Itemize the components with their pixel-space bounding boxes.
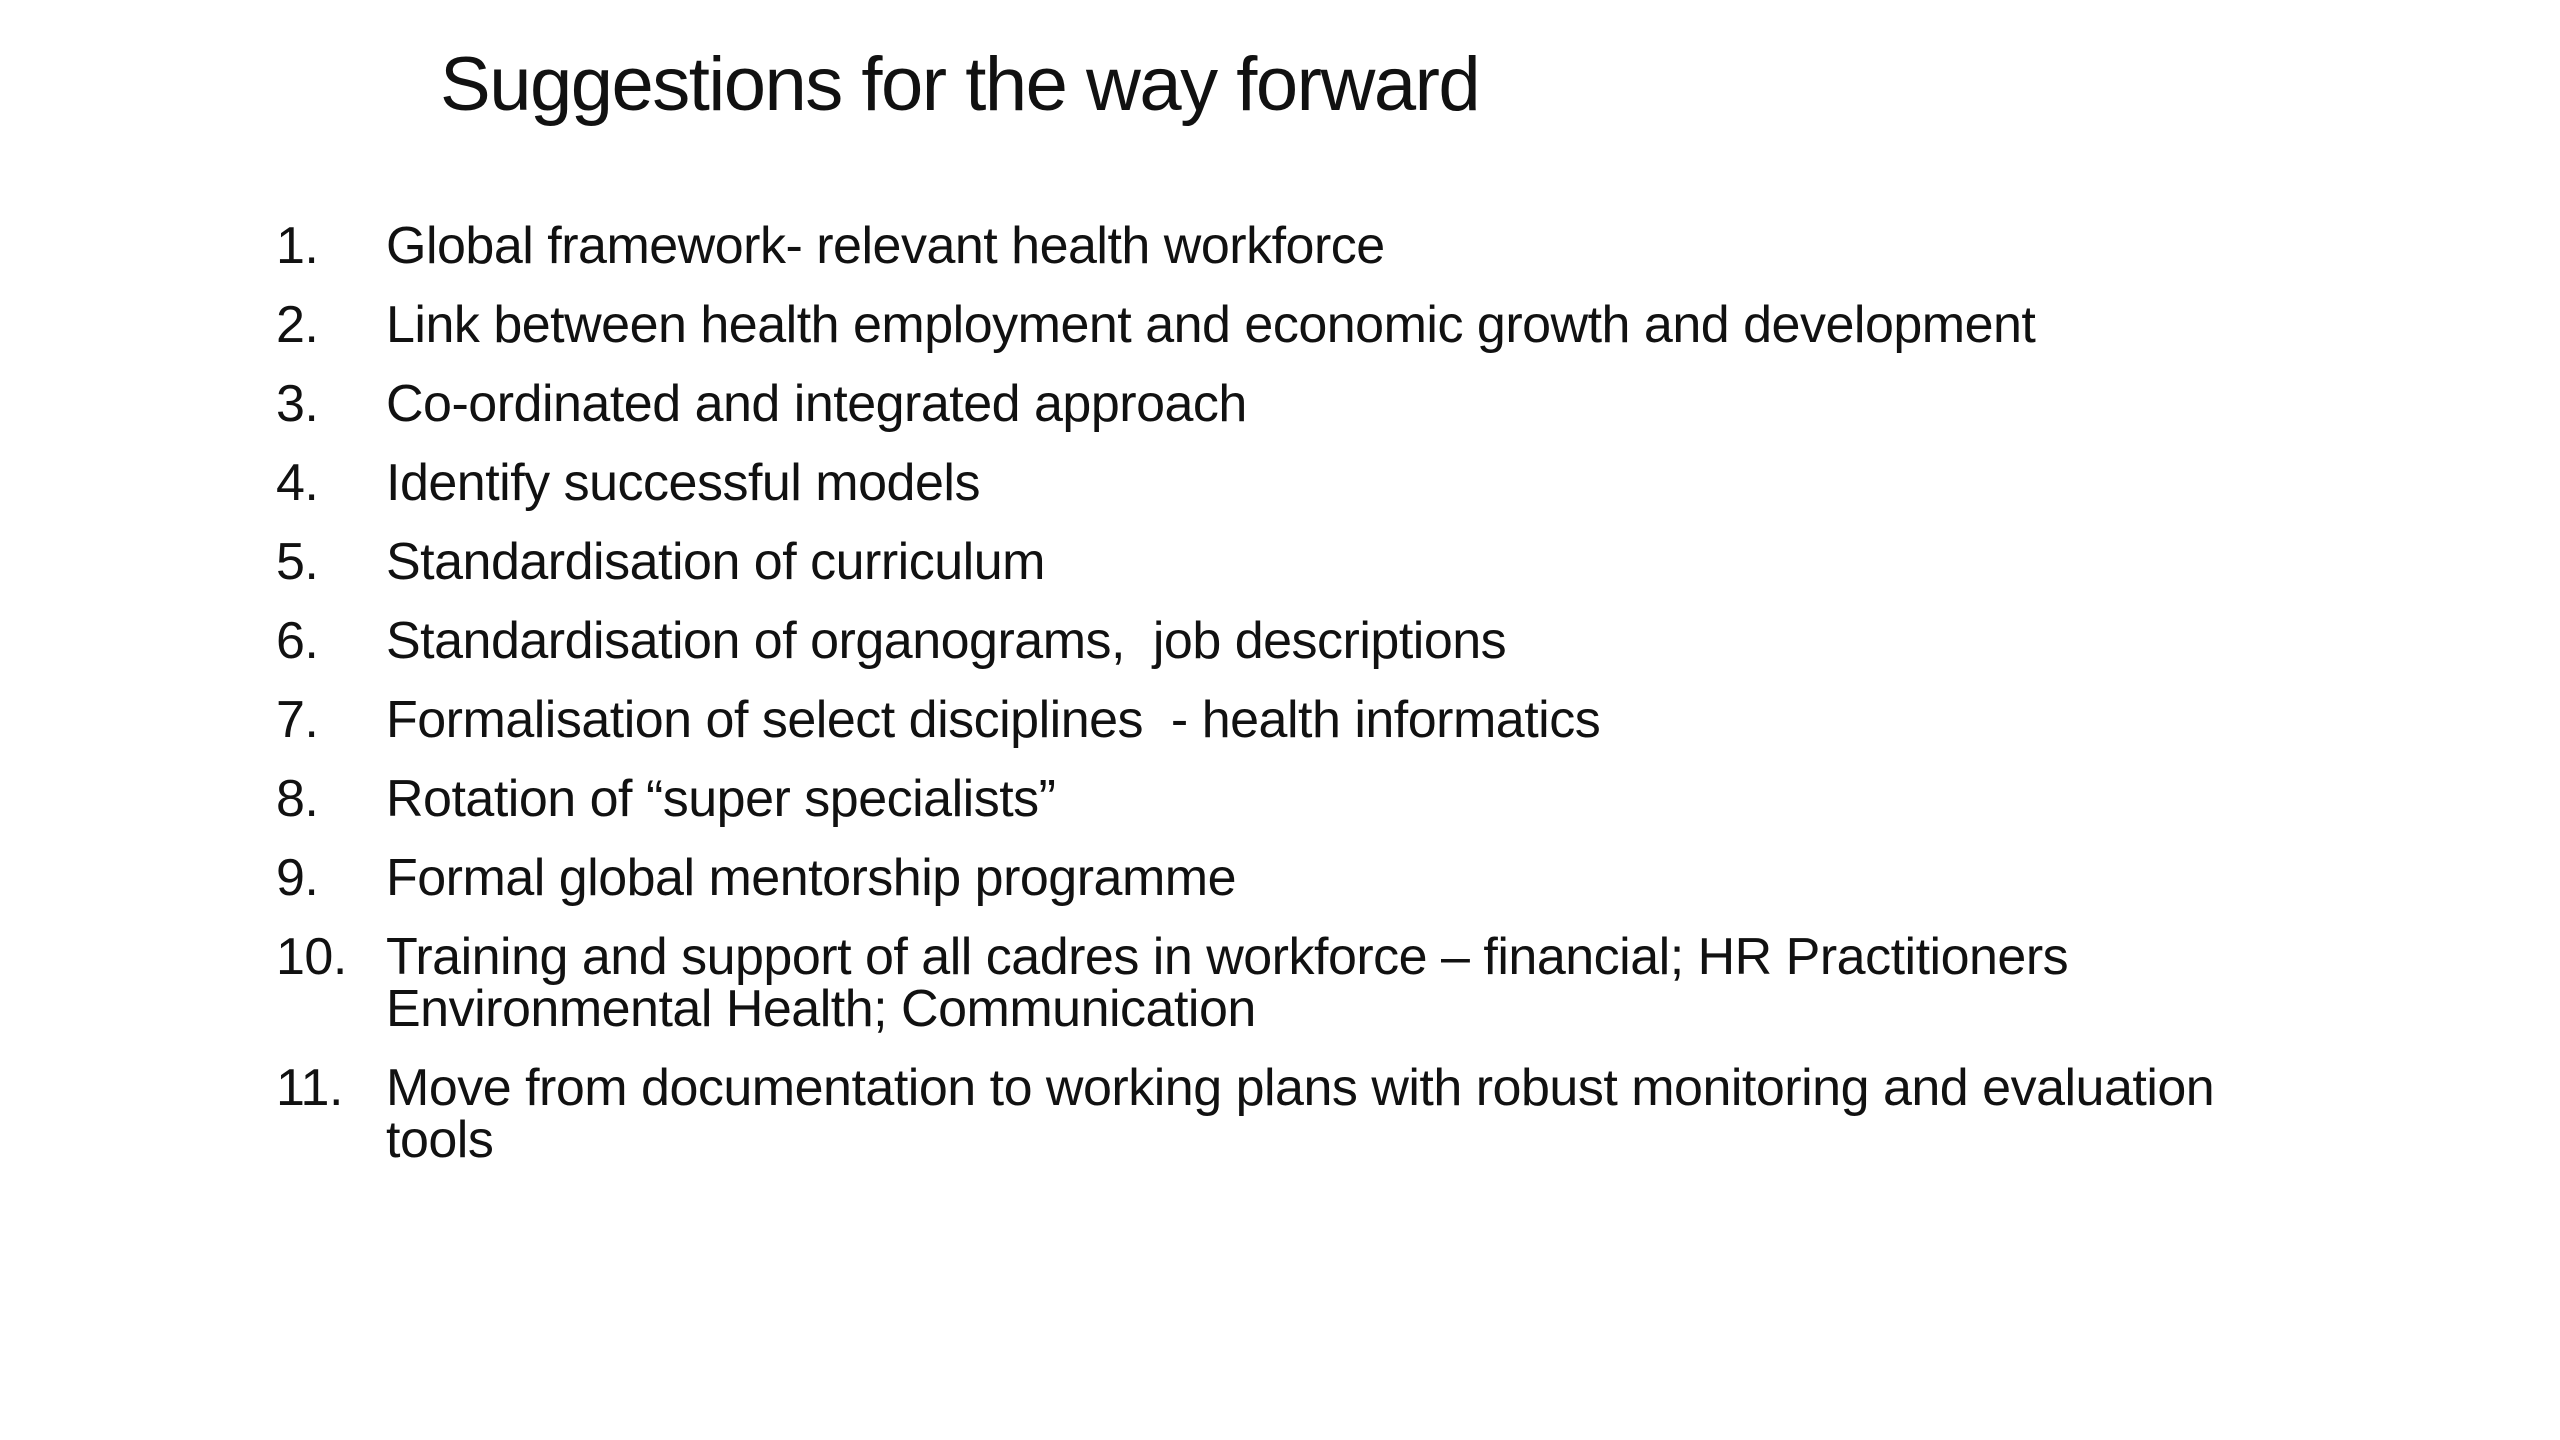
list-item-number: 11. [276, 1059, 343, 1117]
list-item [276, 533, 2296, 591]
list-item-text: Co-ordinated and integrated approach [386, 375, 1247, 433]
list-item-text: Move from documentation to working plans with robust monitoring and evaluation tools [386, 1059, 2229, 1169]
list-item-text: Rotation of “super specialists” [386, 770, 1056, 828]
list-item [276, 217, 2296, 275]
list-item-number: 3. [276, 375, 319, 433]
list-item [276, 849, 2296, 907]
list-item-number: 4. [276, 454, 319, 512]
list-item-number: 5. [276, 533, 319, 591]
list-item-number: 8. [276, 770, 319, 828]
list-item-text: Link between health employment and economic growth and development [386, 296, 2036, 354]
list-item-number: 7. [276, 691, 319, 749]
list-item [276, 770, 2296, 828]
list-item [276, 691, 2296, 749]
suggestions-list [276, 217, 2296, 1193]
list-item-text: Standardisation of curriculum [386, 533, 1045, 591]
list-item-number: 6. [276, 612, 319, 670]
list-item [276, 1059, 2296, 1169]
list-item-number: 1. [276, 217, 319, 275]
list-item-text: Identify successful models [386, 454, 980, 512]
list-item [276, 296, 2296, 354]
list-item [276, 928, 2296, 1038]
list-item-text: Global framework- relevant health workforce [386, 217, 1385, 275]
list-item-text: Standardisation of organograms, job descriptions [386, 612, 1507, 670]
list-item-text: Training and support of all cadres in workforce – financial; HR Practitioners Environmental Health; Communication [386, 928, 2083, 1038]
list-item-text: Formal global mentorship programme [386, 849, 1237, 907]
list-item-number: 2. [276, 296, 319, 354]
list-item-number: 9. [276, 849, 319, 907]
slide-title: Suggestions for the way forward [440, 42, 1480, 127]
list-item-text: Formalisation of select disciplines - health informatics [386, 691, 1601, 749]
list-item [276, 454, 2296, 512]
list-item-number: 10. [276, 928, 347, 986]
list-item [276, 612, 2296, 670]
list-item [276, 375, 2296, 433]
